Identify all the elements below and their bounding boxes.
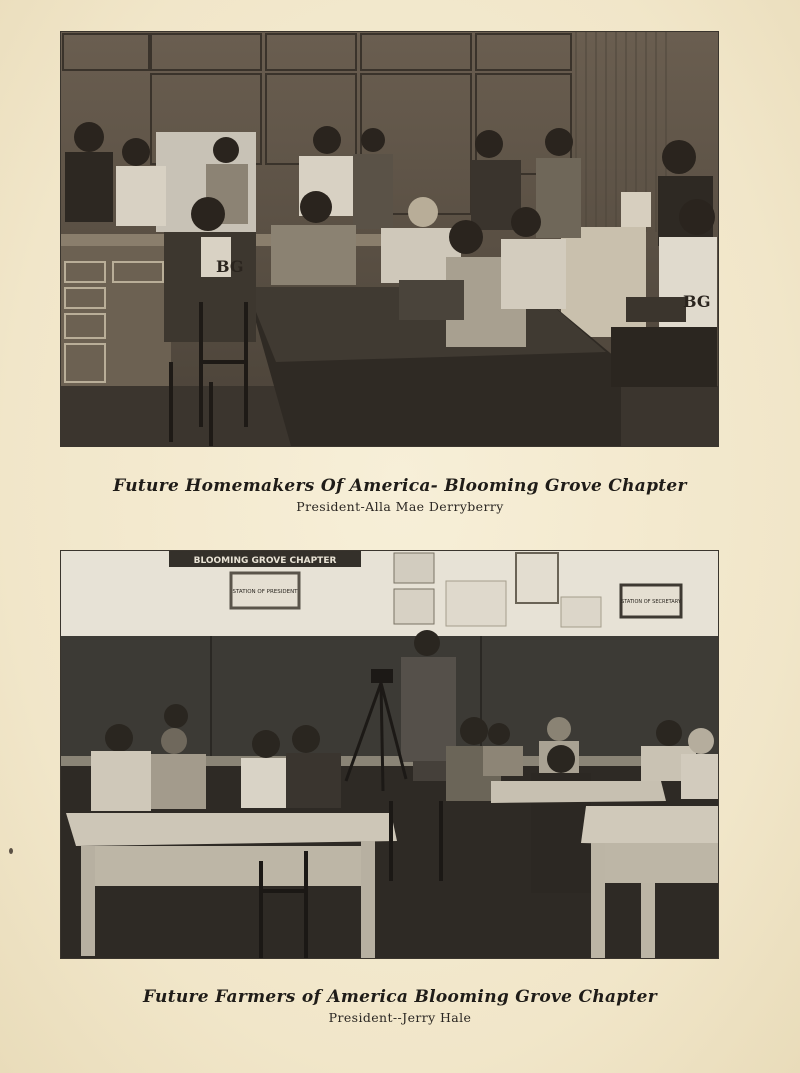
homemakers-photo bbox=[61, 32, 718, 446]
homemakers-title: Future Homemakers Of America- Blooming Grove Chapter bbox=[113, 476, 687, 496]
ffa-sign-right: STATION OF SECRETARY bbox=[621, 599, 681, 605]
farmers-president: President--Jerry Hale bbox=[328, 1010, 472, 1025]
fha-letterman-text-2: BG bbox=[683, 292, 711, 311]
paper-speck bbox=[9, 848, 13, 854]
ffa-banner-text: BLOOMING GROVE CHAPTER bbox=[193, 556, 337, 566]
ffa-sign-left: STATION OF PRESIDENT bbox=[232, 589, 298, 595]
homemakers-president: President-Alla Mae Derryberry bbox=[296, 499, 504, 514]
fha-letterman-text: BG bbox=[216, 257, 244, 276]
homemakers-caption bbox=[0, 476, 800, 514]
farmers-caption bbox=[0, 987, 800, 1025]
farmers-photo bbox=[61, 551, 718, 958]
farmers-title: Future Farmers of America Blooming Grove Chapter bbox=[142, 987, 657, 1007]
